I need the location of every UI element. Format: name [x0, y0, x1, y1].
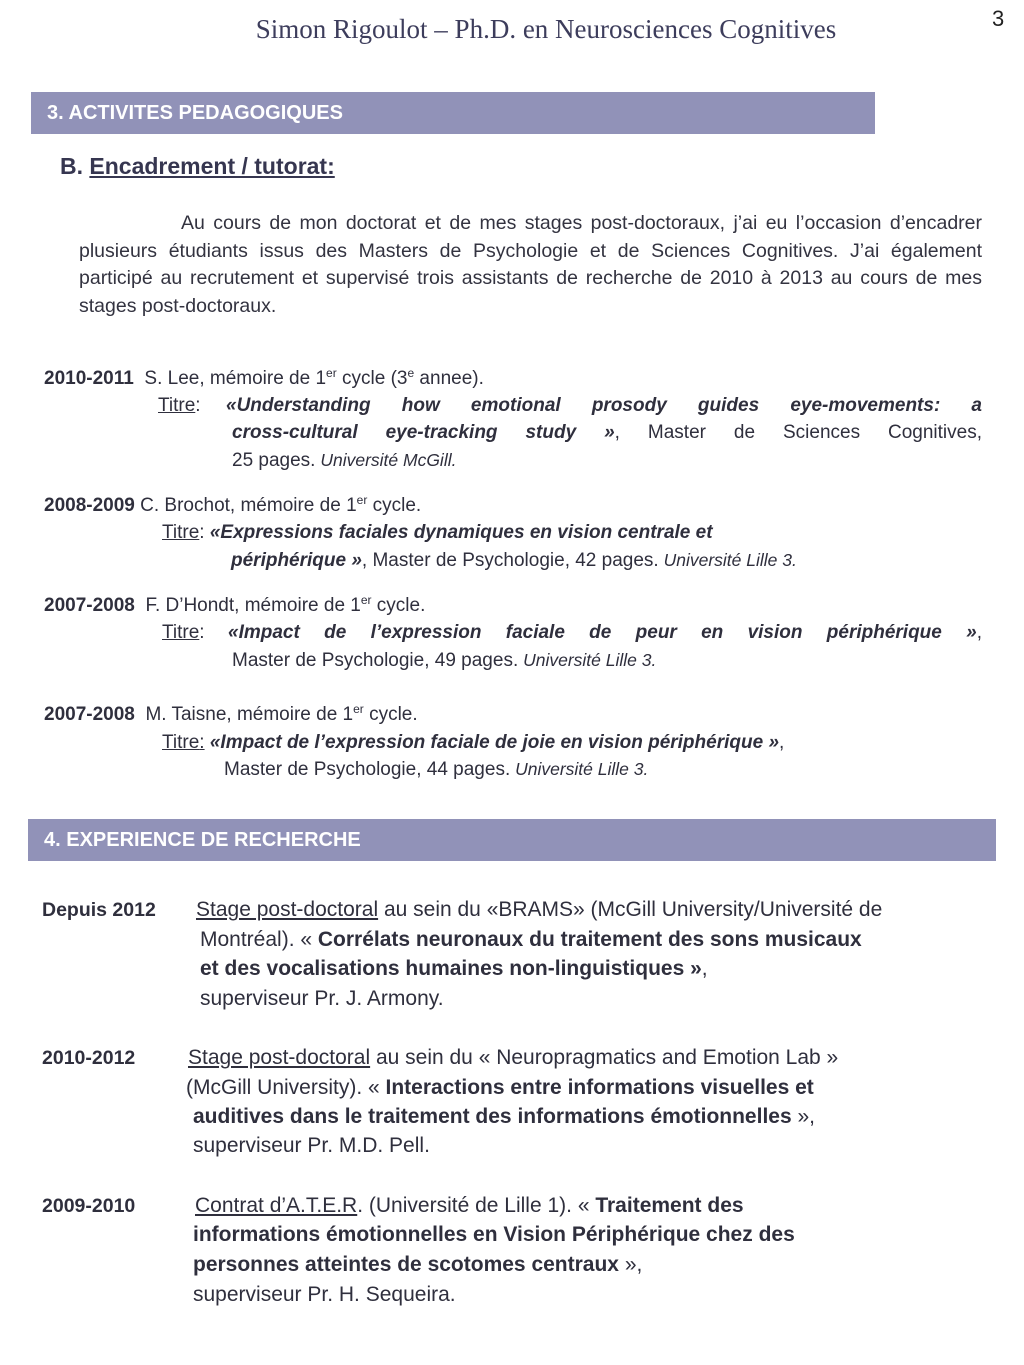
entry-sup: e — [407, 366, 415, 380]
entry-year: 2010-2011 — [44, 368, 134, 389]
research-entry-1-line2: Montréal). « Corrélats neuronaux du traitement des sons musicaux — [200, 928, 862, 951]
entry-student: C. Brochot, mémoire de 1 — [140, 495, 357, 516]
entry-university: Université Lille 3. — [518, 650, 657, 670]
entry-year: 2008-2009 — [44, 495, 135, 516]
entry-student: F. D’Hondt, mémoire de 1 — [145, 595, 361, 616]
research-role: Contrat d’A.T.E.R — [195, 1194, 358, 1217]
entry-title: Titre: «Expressions faciales dynamiques en vision centrale et — [162, 522, 713, 543]
subsection-prefix: B. — [60, 153, 90, 179]
entry-sup: er — [360, 593, 372, 607]
intro-paragraph: Au cours de mon doctorat et de mes stages post-doctoraux, j’ai eu l’occasion d’encadrer plusieurs étudiants issus des Masters de Psychologie et de Sciences Cognitives. J’ai également participé au recrutement et supervisé trois assistants de recherche de 2010 à 2013 au cours de mes stages post-doctoraux. — [79, 212, 982, 317]
research-entry-3-line2: informations émotionnelles en Vision Périphérique chez des — [193, 1223, 795, 1246]
research-role: Stage post-doctoral — [188, 1046, 371, 1069]
entry-year: 2007-2008 — [44, 704, 135, 725]
research-entry-1-year: Depuis 2012 — [42, 899, 156, 921]
entry-sup: er — [356, 493, 368, 507]
section-bar-activites-pedagogiques: 3. ACTIVITES PEDAGOGIQUES — [31, 92, 875, 134]
research-entry-3-year: 2009-2010 — [42, 1195, 136, 1217]
entry-sup: er — [326, 366, 337, 380]
research-entry-2-line2: (McGill University). « Interactions entre informations visuelles et — [186, 1076, 814, 1099]
entry-sup: er — [353, 702, 364, 716]
research-entry-1-line1: Stage post-doctoral au sein du «BRAMS» (McGill University/Université de — [196, 898, 883, 921]
research-entry-2-line1: Stage post-doctoral au sein du « Neuropragmatics and Emotion Lab » — [188, 1046, 839, 1069]
teaching-entry-2-line — [44, 492, 421, 520]
entry-student: S. Lee, mémoire de 1 — [144, 368, 327, 389]
entry-title-cont: périphérique », Master de Psychologie, 42 pages. Université Lille 3. — [231, 550, 797, 571]
research-entry-2-supervisor: superviseur Pr. M.D. Pell. — [193, 1134, 430, 1157]
teaching-entry-1-line — [44, 365, 484, 393]
entry-student-end: cycle. — [371, 595, 426, 616]
entry-university: Université Lille 3. — [510, 759, 649, 779]
entry-student: M. Taisne, mémoire de 1 — [145, 704, 354, 725]
entry-title-cont: cross-cultural eye-tracking study », Master de Sciences Cognitives, — [232, 422, 983, 443]
teaching-entry-3-line — [44, 592, 425, 620]
titre-label: Titre: — [158, 395, 201, 416]
entry-details: Master de Psychologie, 44 pages. Université Lille 3. — [224, 759, 649, 780]
entry-student-end: annee). — [414, 368, 484, 389]
section-bar-experience-recherche: 4. EXPERIENCE DE RECHERCHE — [28, 819, 996, 861]
entry-year: 2007-2008 — [44, 595, 135, 616]
entry-university: Université McGill. — [315, 450, 457, 470]
research-entry-3-supervisor: superviseur Pr. H. Sequeira. — [193, 1283, 456, 1306]
research-entry-2-line3: auditives dans le traitement des informations émotionnelles », — [193, 1105, 816, 1128]
subsection-title: Encadrement / tutorat: — [89, 153, 335, 179]
subsection-heading — [60, 153, 335, 180]
research-entry-2-year: 2010-2012 — [42, 1047, 136, 1069]
research-entry-3-line3: personnes atteintes de scotomes centraux », — [193, 1253, 643, 1276]
entry-title: «Impact de l’expression faciale de peur en vision périphérique », — [228, 622, 982, 643]
titre-label: Titre: — [162, 622, 205, 643]
entry-details: Master de Psychologie, 49 pages. Université Lille 3. — [232, 650, 657, 671]
entry-student-end: cycle. — [363, 704, 418, 725]
research-entry-1-line3: et des vocalisations humaines non-linguistiques », — [200, 957, 708, 980]
entry-title: Titre: «Impact de l’expression faciale de joie en vision périphérique », — [162, 732, 785, 753]
teaching-entry-4-line — [44, 701, 418, 729]
research-entry-1-supervisor: superviseur Pr. J. Armony. — [200, 987, 444, 1010]
research-entry-3-line1: Contrat d’A.T.E.R. (Université de Lille 1). « Traitement des — [195, 1194, 744, 1217]
entry-student-mid: cycle (3 — [336, 368, 408, 389]
entry-student-end: cycle. — [367, 495, 422, 516]
entry-details: 25 pages. Université McGill. — [232, 450, 457, 471]
entry-university: Université Lille 3. — [658, 550, 797, 570]
research-role: Stage post-doctoral — [196, 898, 379, 921]
entry-title: «Understanding how emotional prosody guides eye-movements: a — [226, 395, 982, 416]
page-number: 3 — [992, 6, 1005, 31]
page-header-title: Simon Rigoulot – Ph.D. en Neurosciences Cognitives — [255, 14, 837, 44]
